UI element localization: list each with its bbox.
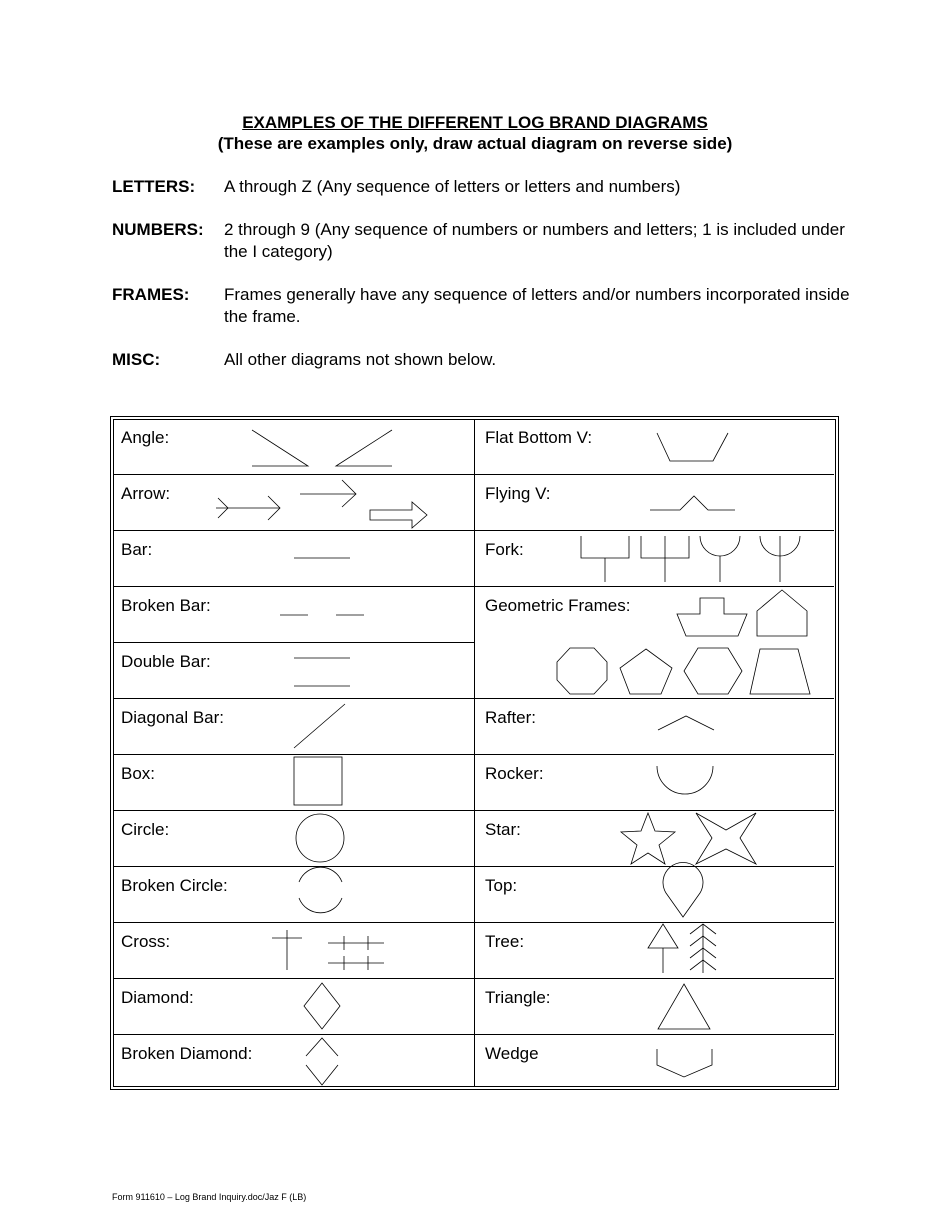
- label-rafter: Rafter:: [485, 708, 537, 727]
- label-angle: Angle:: [121, 428, 170, 447]
- label-box: Box:: [121, 764, 156, 783]
- definition-frames: FRAMES: Frames generally have any sequence of letters and/or numbers incorporated inside the frame.: [112, 285, 850, 326]
- label-triangle: Triangle:: [485, 988, 551, 1007]
- label-bar: Bar:: [121, 540, 153, 559]
- label-flying-v: Flying V:: [485, 484, 551, 503]
- fork-diagram: [581, 536, 800, 582]
- rafter-diagram: [658, 716, 714, 730]
- wedge-diagram: [657, 1049, 712, 1077]
- diamond-diagram: [304, 983, 340, 1029]
- label-diagonal-bar: Diagonal Bar:: [121, 708, 225, 727]
- double-bar-diagram: [294, 658, 350, 686]
- form-footer: Form 911610 – Log Brand Inquiry.doc/Jaz F (LB): [112, 1192, 307, 1202]
- triangle-diagram: [658, 984, 710, 1029]
- star-diagram: [621, 813, 756, 864]
- definition-letters: LETTERS: A through Z (Any sequence of letters or letters and numbers): [112, 177, 681, 196]
- flat-bottom-v-diagram: [657, 433, 728, 461]
- tree-diagram: [648, 924, 716, 973]
- box-diagram: [294, 757, 342, 805]
- broken-diamond-diagram: [306, 1038, 338, 1085]
- diagonal-bar-diagram: [294, 704, 345, 748]
- label-wedge: Wedge: [485, 1044, 539, 1063]
- label-flat-bottom-v: Flat Bottom V:: [485, 428, 593, 447]
- label-arrow: Arrow:: [121, 484, 171, 503]
- page-subtitle: (These are examples only, draw actual diagram on reverse side): [217, 134, 733, 153]
- label-tree: Tree:: [485, 932, 525, 951]
- angle-diagram: [252, 430, 392, 466]
- label-star: Star:: [485, 820, 521, 839]
- label-broken-diamond: Broken Diamond:: [121, 1044, 253, 1063]
- circle-diagram: [296, 814, 344, 862]
- flying-v-diagram: [650, 496, 735, 510]
- label-top: Top:: [485, 876, 518, 895]
- label-broken-bar: Broken Bar:: [121, 596, 211, 615]
- definition-numbers: NUMBERS: 2 through 9 (Any sequence of numbers or numbers and letters; 1 is included under the I category): [112, 220, 845, 261]
- label-fork: Fork:: [485, 540, 524, 559]
- definition-misc: MISC: All other diagrams not shown below.: [112, 350, 497, 369]
- label-rocker: Rocker:: [485, 764, 544, 783]
- label-broken-circle: Broken Circle:: [121, 876, 228, 895]
- rocker-diagram: [657, 766, 713, 794]
- cross-diagram: [272, 930, 384, 970]
- top-diagram: [663, 862, 703, 917]
- label-double-bar: Double Bar:: [121, 652, 211, 671]
- geometric-frames-diagram: [557, 590, 810, 694]
- label-cross: Cross:: [121, 932, 171, 951]
- label-circle: Circle:: [121, 820, 170, 839]
- label-diamond: Diamond:: [121, 988, 194, 1007]
- label-geometric-frames: Geometric Frames:: [485, 596, 631, 615]
- arrow-diagram: [216, 480, 427, 528]
- broken-circle-diagram: [299, 867, 342, 913]
- page-title: EXAMPLES OF THE DIFFERENT LOG BRAND DIAGRAMS: [242, 113, 708, 132]
